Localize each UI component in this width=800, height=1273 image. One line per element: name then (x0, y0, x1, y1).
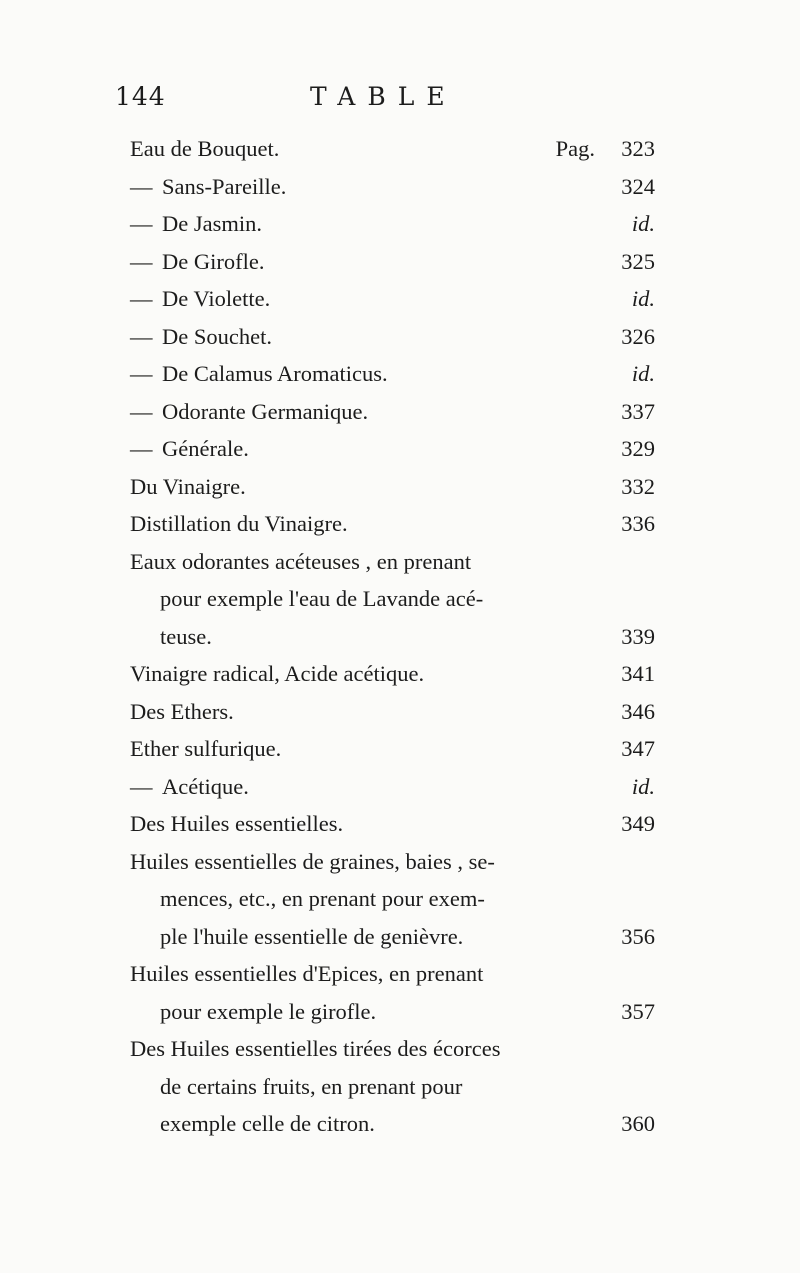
toc-entry (130, 205, 655, 243)
toc-entry-text: Des Huiles essentielles. (130, 811, 344, 836)
toc-entry-text: Odorante Germanique. (162, 398, 369, 424)
toc-dash: — (130, 398, 153, 424)
toc-entry-text: mences, etc., en prenant pour exem- (160, 886, 485, 911)
toc-entry-title (130, 505, 655, 543)
toc-entry (130, 730, 655, 768)
toc-entry-text: de certains fruits, en prenant pour (160, 1073, 463, 1099)
toc-entry-text: De Girofle. (162, 248, 265, 274)
toc-entry-title (130, 955, 655, 993)
toc-page-ref: 356 (621, 923, 655, 949)
page-number: 144 (115, 82, 166, 111)
toc-entry-text: Acétique. (162, 773, 249, 799)
toc-entry-text: Eaux odorantes acéteuses , en prenant (130, 548, 472, 574)
toc-entry (130, 543, 655, 656)
page-header (115, 82, 675, 122)
toc-entry (130, 805, 655, 843)
toc-entry-title (130, 993, 655, 1031)
toc-entry-text: ple l'huile essentielle de genièvre. (160, 923, 464, 949)
toc-page-ref: id. (631, 773, 655, 799)
toc-entry (130, 318, 655, 356)
toc-entry-text: De Violette. (162, 286, 271, 311)
toc-entry-text: Distillation du Vinaigre. (130, 511, 348, 536)
toc-entry-title (130, 618, 655, 656)
toc-entry (130, 768, 655, 806)
toc-entry-text: De Souchet. (162, 323, 272, 349)
toc-entry-title (130, 168, 655, 206)
toc-entry (130, 243, 655, 281)
toc-entry-title (130, 280, 655, 318)
toc-entry (130, 393, 655, 431)
toc-entry-title (130, 205, 655, 243)
toc-entry (130, 955, 655, 1030)
toc-entry-text: Huiles essentielles de graines, baies , se- (130, 848, 495, 874)
toc-entry-text: teuse. (160, 623, 212, 649)
toc-dash: — (130, 361, 153, 386)
toc-page-ref: 326 (621, 323, 655, 349)
toc-entry-text: Du Vinaigre. (130, 473, 246, 499)
toc-page-ref: id. (631, 286, 655, 311)
toc-entry-text: Ether sulfurique. (130, 736, 282, 761)
toc-dash: — (130, 173, 153, 199)
toc-entry-text: pour exemple l'eau de Lavande acé- (160, 586, 484, 611)
toc-entry-text: Générale. (162, 436, 249, 461)
toc-entry-title (130, 468, 655, 506)
toc-page-ref: 360 (621, 1111, 655, 1136)
toc-entry-text: Eau de Bouquet. (130, 136, 280, 161)
toc-entry-title (130, 1105, 655, 1143)
toc-entry (130, 280, 655, 318)
toc-entry-title (130, 655, 655, 693)
toc-entry-title (130, 1030, 655, 1068)
toc-entry-text: exemple celle de citron. (160, 1111, 375, 1136)
toc-entry-title (130, 730, 655, 768)
toc-entry-title (130, 243, 655, 281)
running-title: TABLE (310, 82, 457, 111)
toc-entry-text: Sans-Pareille. (162, 173, 287, 199)
toc-page-ref: 336 (621, 511, 655, 536)
toc-entry (130, 430, 655, 468)
toc-dash: — (130, 773, 153, 799)
toc-entry (130, 130, 655, 168)
toc-entry-title (130, 580, 655, 618)
toc-entry-title (130, 1068, 655, 1106)
toc-entry-title (130, 393, 655, 431)
toc-page-ref: 346 (621, 698, 655, 724)
toc-page-ref: 324 (621, 173, 655, 199)
toc-page-ref: 323 (621, 136, 655, 161)
toc-entry-title (130, 768, 655, 806)
toc-entry-text: Des Huiles essentielles tirées des écorces (130, 1036, 501, 1061)
toc-page-ref: 347 (621, 736, 655, 761)
toc-entry-title (130, 693, 655, 731)
toc-page-ref: id. (631, 211, 655, 236)
toc-entry-title (130, 543, 655, 581)
toc-entry-title (130, 430, 655, 468)
toc-entry-text: Vinaigre radical, Acide acétique. (130, 661, 425, 686)
toc-entry-title (130, 805, 655, 843)
toc-dash: — (130, 286, 153, 311)
table-of-contents (130, 130, 655, 1143)
toc-entry-text: De Jasmin. (162, 211, 262, 236)
toc-page-ref: 337 (621, 398, 655, 424)
toc-entry (130, 655, 655, 693)
pag-label: Pag. (555, 136, 595, 161)
toc-page-ref: 341 (621, 661, 655, 686)
toc-entry (130, 168, 655, 206)
toc-page-ref: 325 (621, 248, 655, 274)
toc-entry-text: De Calamus Aromaticus. (162, 361, 388, 386)
toc-page-ref: 357 (621, 998, 655, 1024)
toc-entry-title (130, 918, 655, 956)
toc-entry (130, 843, 655, 956)
toc-entry-title (130, 355, 655, 393)
toc-dash: — (130, 211, 153, 236)
toc-page-ref: 349 (621, 811, 655, 836)
toc-entry-title (130, 843, 655, 881)
toc-entry (130, 468, 655, 506)
toc-entry-text: Des Ethers. (130, 698, 234, 724)
toc-entry-text: pour exemple le girofle. (160, 998, 377, 1024)
toc-page-ref: 329 (621, 436, 655, 461)
toc-entry-title (130, 318, 655, 356)
toc-page-ref: 339 (621, 623, 655, 649)
toc-entry (130, 1030, 655, 1143)
toc-dash: — (130, 436, 153, 461)
toc-entry (130, 505, 655, 543)
toc-entry-text: Huiles essentielles d'Epices, en prenant (130, 961, 484, 986)
toc-page-ref: id. (631, 361, 655, 386)
toc-entry (130, 693, 655, 731)
toc-dash: — (130, 323, 153, 349)
toc-entry-title (130, 880, 655, 918)
toc-dash: — (130, 248, 153, 274)
toc-entry (130, 355, 655, 393)
toc-page-ref: 332 (621, 473, 655, 499)
